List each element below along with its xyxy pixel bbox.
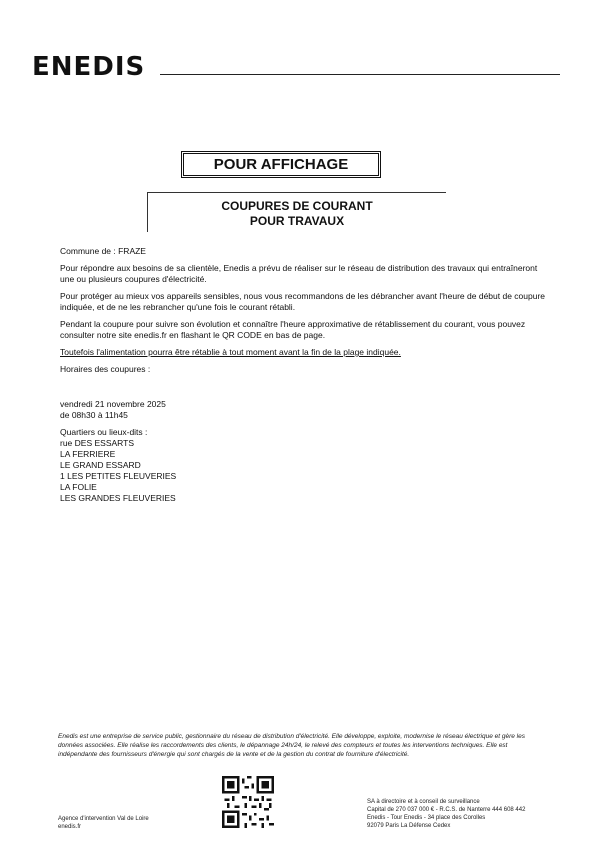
website-link[interactable]: enedis.fr <box>58 824 82 830</box>
paragraph-qr-info: Pendant la coupure pour suivre son évolution et connaître l'heure approximative de rétablissement du courant, vous pouvez consulter notre site enedis.fr en flashant le QR CODE en bas de page. <box>60 319 526 340</box>
legal-notice: Enedis est une entreprise de service public, gestionnaire du réseau de distribution d'électricité. Elle développe, exploite, modernise le réseau électrique et gère les données associées. Elle réalise les raccordements des clients, le dépannage 24h/24, le relevé des compteurs et toutes les interventions techniques. Elle est indépendante des fournisseurs d'énergie qui sont chargés de la vente et de la gestion du contrat de fourniture d'électricité. <box>58 733 525 758</box>
coupures-heading <box>147 192 446 232</box>
commune-line: Commune de : FRAZE <box>60 246 146 256</box>
coupures-heading-line1: COUPURES DE COURANT <box>221 199 373 213</box>
agency-name: Agence d'intervention Val de Loire <box>58 816 149 822</box>
list-item: 1 LES PETITES FLEUVERIES <box>60 471 177 481</box>
list-item: LE GRAND ESSARD <box>60 460 141 470</box>
horaires-label: Horaires des coupures : <box>60 364 151 374</box>
company-line-2: Capital de 270 037 000 € - R.C.S. de Nanterre 444 608 442 <box>367 807 526 813</box>
footer-agency <box>58 815 149 831</box>
paragraph-intro: Pour répondre aux besoins de sa clientèle, Enedis a prévu de réaliser sur le réseau de distribution des travaux qui entraîneront une ou plusieurs coupures d'électricité. <box>60 263 538 284</box>
pour-affichage-box <box>181 151 381 178</box>
outage-time: de 08h30 à 11h45 <box>60 410 128 420</box>
enedis-logo: ENEDIS <box>32 52 146 82</box>
outage-date: vendredi 21 novembre 2025 <box>60 399 166 409</box>
quartiers-label: Quartiers ou lieux-dits : <box>60 427 148 437</box>
company-line-4: 92079 Paris La Défense Cedex <box>367 823 451 829</box>
header-rule <box>160 74 560 75</box>
places-list <box>60 438 552 504</box>
paragraph-protection: Pour protéger au mieux vos appareils sensibles, nous vous recommandons de les débrancher avant l'heure de début de coupure indiquée, et de ne les rebrancher qu'une fois le courant rétabli. <box>60 291 546 312</box>
list-item: LES GRANDES FLEUVERIES <box>60 493 176 503</box>
company-line-3: Enedis - Tour Enedis - 34 place des Corolles <box>367 815 486 821</box>
company-line-1: SA à directoire et à conseil de surveillance <box>367 799 480 805</box>
notice-body <box>60 246 552 504</box>
qr-code-icon[interactable] <box>222 776 274 828</box>
list-item: LA FOLIE <box>60 482 97 492</box>
pour-affichage-label: POUR AFFICHAGE <box>213 156 349 173</box>
list-item: rue DES ESSARTS <box>60 438 135 448</box>
list-item: LA FERRIERE <box>60 449 116 459</box>
paragraph-restore-warning: Toutefois l'alimentation pourra être rétablie à tout moment avant la fin de la plage indiquée. <box>60 347 401 357</box>
footer-company-info <box>367 798 525 830</box>
coupures-heading-line2: POUR TRAVAUX <box>249 214 345 228</box>
